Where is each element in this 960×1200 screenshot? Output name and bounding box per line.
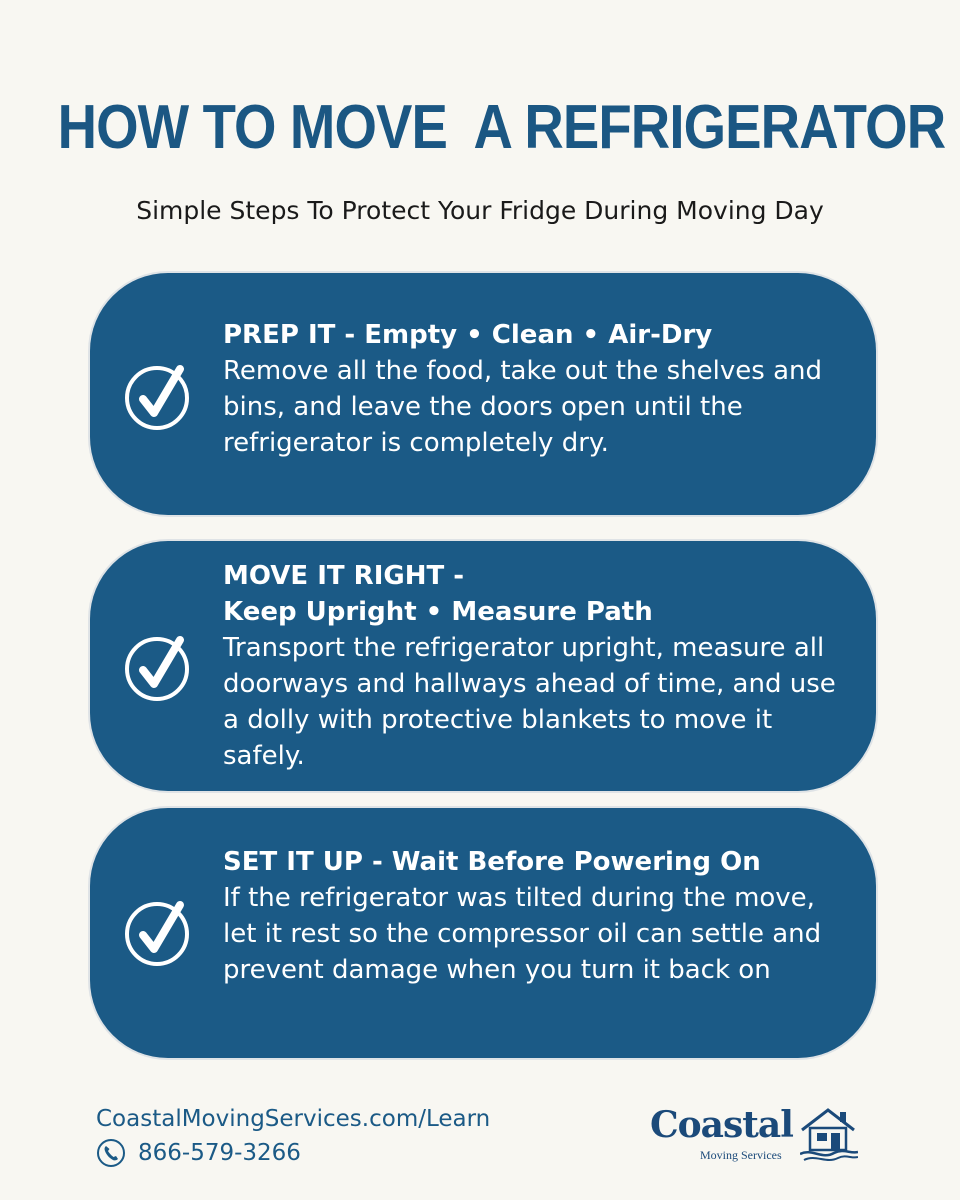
logo-tagline: Moving Services xyxy=(700,1148,782,1162)
check-circle-icon xyxy=(124,361,194,431)
page-title: HOW TO MOVE A REFRIGERATOR xyxy=(57,93,946,162)
phone-icon xyxy=(96,1138,126,1168)
company-logo xyxy=(650,1104,860,1170)
step-card-setup xyxy=(90,808,876,1058)
logo-wordmark: Coastal xyxy=(650,1104,793,1146)
check-circle-icon xyxy=(124,897,194,967)
page-subtitle: Simple Steps To Protect Your Fridge During Moving Day xyxy=(136,196,824,225)
step-heading-line1: MOVE IT RIGHT - xyxy=(223,561,465,591)
step-card-prep xyxy=(90,273,876,515)
phone-number: 866-579-3266 xyxy=(138,1140,301,1166)
step-body: If the refrigerator was tilted during the move, let it rest so the compressor oil can settle and prevent damage when you turn it back on xyxy=(223,883,822,985)
step-body: Transport the refrigerator upright, measure all doorways and hallways ahead of time, and use a dolly with protective blankets to move it safely. xyxy=(223,633,836,771)
phone-contact[interactable] xyxy=(96,1138,301,1168)
step-body: Remove all the food, take out the shelves and bins, and leave the doors open until the refrigerator is completely dry. xyxy=(223,356,823,458)
step-heading: PREP IT - Empty • Clean • Air-Dry xyxy=(223,320,713,350)
step-card-move xyxy=(90,541,876,791)
step-heading: SET IT UP - Wait Before Powering On xyxy=(223,847,761,877)
house-icon xyxy=(800,1106,858,1162)
check-circle-icon xyxy=(124,632,194,702)
website-link[interactable]: CoastalMovingServices.com/Learn xyxy=(96,1106,491,1132)
step-heading-line2: Keep Upright • Measure Path xyxy=(223,597,653,627)
